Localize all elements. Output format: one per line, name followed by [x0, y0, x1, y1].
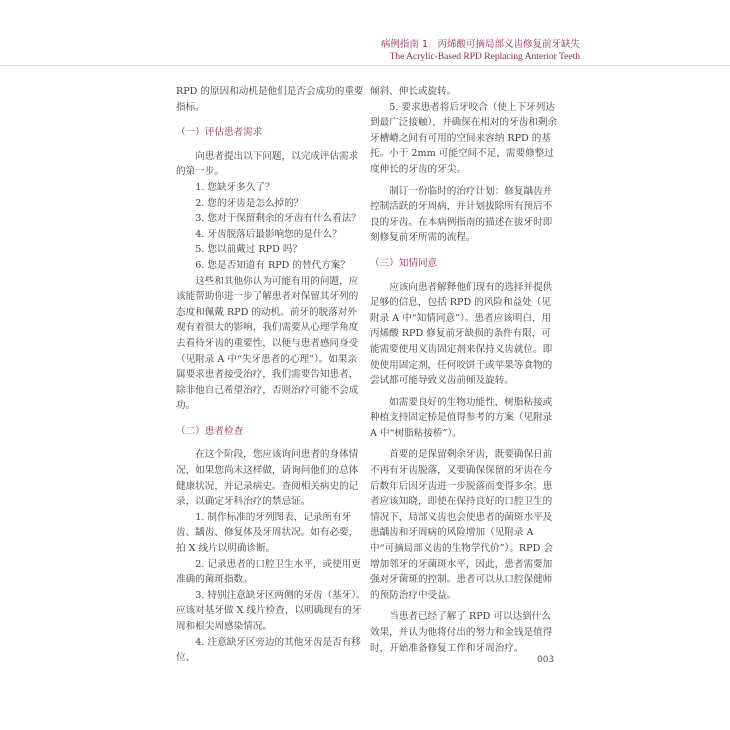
list-item: 1. 制作标准的牙列图表，记录所有牙齿、龋齿、修复体及牙周状况。如有必要，拍 X 线片以明确诊断。 [176, 511, 359, 555]
list-item: 6. 您是否知道有 RPD 的替代方案？ [195, 259, 350, 271]
list-item: 1. 您缺牙多久了？ [195, 181, 275, 193]
paragraph: 这些和其他你认为可能有用的问题，应该能帮助你进一步了解患者对保留其牙列的态度和佩戴 RPD 的动机。前牙的脱落对外观有着很大的影响，我们需要从心理学角度去看待牙齿的重要性，以便与患者感同身受（见附录 A 中“失牙患者的心理”）。如果亲属要求患者接受治疗，我们需要告知患者，除非他自己希望治疗，否则治疗可能不会成功。 [176, 275, 359, 412]
running-header [381, 38, 580, 64]
paragraph: 如需要良好的生物功能性，树脂粘接或种植支持固定桥是值得参考的方案（见附录 A 中“树脂粘接桥”）。 [370, 396, 553, 439]
paragraph: RPD 的原因和动机是他们是否会成功的重要指标。 [176, 86, 364, 113]
paragraph: 向患者提出以下问题，以完成评估需求的第一步。 [176, 150, 359, 178]
left-column [176, 84, 366, 666]
paragraph: 倾斜、伸长或旋转。 [370, 86, 457, 97]
list-item: 4. 注意缺牙区旁边的其他牙齿是否有移位、 [176, 636, 361, 664]
right-column [370, 84, 560, 656]
list-item: 2. 记录患者的口腔卫生水平，或使用更准确的菌斑指数。 [176, 558, 361, 586]
section-heading-needs: （一）评估患者需求 [176, 127, 263, 139]
list-item: 3. 您对于保留剩余的牙齿有什么看法？ [195, 213, 361, 225]
list-item: 5. 您以前戴过 RPD 吗？ [195, 244, 303, 256]
section-heading-exam: （二）患者检查 [176, 425, 244, 437]
paragraph: 制订一份临时的治疗计划：修复龋齿并控制活跃的牙周病，并计划拔除所有预后不良的牙齿。在本病例指南的描述在拔牙时即刻修复前牙所需的流程。 [370, 185, 553, 244]
header-chapter-en: The Acrylic-Based RPD Replacing Anterior Teeth [389, 52, 580, 62]
header-rule [0, 65, 730, 66]
page-number: 003 [537, 655, 555, 665]
section-heading-consent: （三）知情同意 [370, 257, 438, 269]
header-chapter-cn: 病例指南 1 丙烯酸可摘局部义齿修复前牙缺失 [380, 39, 580, 50]
list-item: 3. 特别注意缺牙区两侧的牙齿（基牙）。应该对基牙做 X 线片检查，以明确现有的牙周和根尖周感染情况。 [176, 589, 366, 632]
list-item: 5. 要求患者将后牙咬合（使上下牙列达到最广泛接触），并确保在相对的牙齿和剩余牙槽嵴之间有可用的空间来容纳 RPD 的基托。小于 2mm 可能空间不足，需要修整过度伸长的牙齿的牙尖。 [370, 101, 558, 175]
paragraph: 应该向患者解释他们现有的选择并提供足够的信息，包括 RPD 的风险和益处（见附录 A 中“知情同意”）。患者应该明白，用丙烯酸 RPD 修复前牙缺损的条件有限，可能需要使用义齿固定剂来保持义齿就位。即使使用固定剂，任何咬饼干或苹果等食物的尝试都可能导致义齿前倾及旋转。 [370, 281, 553, 387]
list-item: 4. 牙齿脱落后最影响您的是什么？ [195, 228, 342, 240]
paragraph: 首要的是保留剩余牙齿，既要确保日前不再有牙齿脱落，又要确保保留的牙齿在今后数年后因牙齿进一步脱落而变得多余。患者应该知晓，即使在保持良好的口腔卫生的情况下，局部义齿也会使患者的菌斑水平及患龋齿和牙周病的风险增加（见附录 A 中“可摘局部义齿的生物学代价”）。RPD 会增加邻牙的牙菌斑水平，因此，患者需要加强对牙菌斑的控制。患者可以从口腔保健师的预防治疗中受益。 [370, 449, 553, 601]
paragraph: 在这个阶段，您应该询问患者的身体情况，如果您尚未这样做，请询问他们的总体健康状况，并记录病史。查阅相关病史的记录，以确定牙科治疗的禁忌证。 [176, 449, 359, 508]
list-item: 2. 您的牙齿是怎么掉的？ [195, 197, 304, 209]
paragraph: 当患者已经了解了 RPD 可以达到什么效果，并认为他将付出的努力和金钱是值得时，开始准备修复工作和牙周治疗。 [370, 611, 553, 654]
